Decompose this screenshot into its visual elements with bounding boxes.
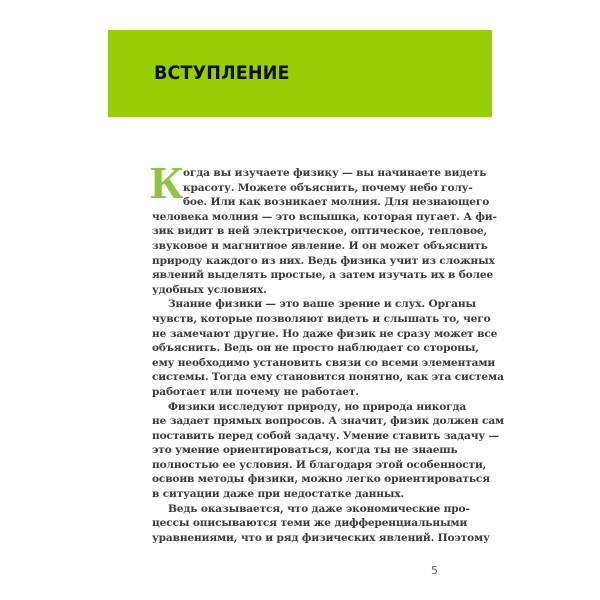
text-line: системы. Тогда ему становится понятно, как эта система: [152, 371, 504, 384]
text-line: человека молния — это вспышка, которая пугает. А фи-: [152, 210, 497, 223]
paragraph-3: [152, 400, 505, 502]
text-line: Ведь оказывается, что даже экономические про-: [168, 502, 470, 515]
text-line: ему необходимо установить связи со всеми элементами: [152, 356, 496, 369]
chapter-title: ВСТУПЛЕНИЕ: [154, 62, 290, 84]
text-line: явлений выделять простые, а затем изучать их в более: [152, 269, 494, 282]
paragraph-1: [152, 166, 497, 297]
text-line: в ситуации даже при недостатке данных.: [152, 488, 405, 501]
text-line: объяснить. Ведь он не просто наблюдает со стороны,: [152, 342, 479, 355]
text-line: это умение ориентироваться, когда ты не знаешь: [152, 444, 458, 457]
text-line: красоту. Можете объяснить, почему небо голу-: [183, 181, 473, 194]
text-line: зик видит в ней электрическое, оптическое, тепловое,: [152, 225, 488, 238]
text-line: чувств, которые позволяют видеть и слышать то, чего: [152, 312, 491, 325]
text-line: не замечают другие. Но даже физик не сразу может все: [152, 327, 498, 340]
text-line: природу каждого из них. Ведь физика учит из сложных: [152, 254, 495, 267]
text-line: работает или почему не работает.: [152, 385, 359, 398]
body-text: [150, 157, 505, 545]
text-line: поставить перед собой задачу. Умение ставить задачу —: [152, 429, 499, 442]
text-line: не задает прямых вопросов. А значит, физик должен сам: [152, 415, 505, 428]
paragraph-2: [152, 297, 504, 399]
page-number: 5: [431, 564, 438, 577]
paragraph-4: [152, 502, 490, 546]
text-line: огда вы изучаете физику — вы начинаете видеть: [183, 167, 487, 179]
text-line: цессы описываются теми же дифференциальными: [152, 517, 468, 530]
text-line: Знание физики — это ваше зрение и слух. Органы: [168, 298, 476, 311]
text-line: удобных условиях.: [152, 283, 267, 296]
text-line: звуковое и магнитное явление. И он может объяснить: [152, 239, 488, 252]
chapter-title-band: [108, 30, 492, 117]
drop-cap: К: [150, 157, 184, 208]
text-line: уравнениями, что и ряд физических явлений. Поэтому: [152, 531, 490, 544]
text-line: полностью ее условия. И благодаря этой особенности,: [152, 458, 487, 471]
text-line: бое. Или как возникает молния. Для незнающего: [183, 196, 490, 209]
text-line: освоив методы физики, можно легко ориентироваться: [152, 473, 490, 486]
text-line: Физики исследуют природу, но природа никогда: [168, 400, 467, 413]
